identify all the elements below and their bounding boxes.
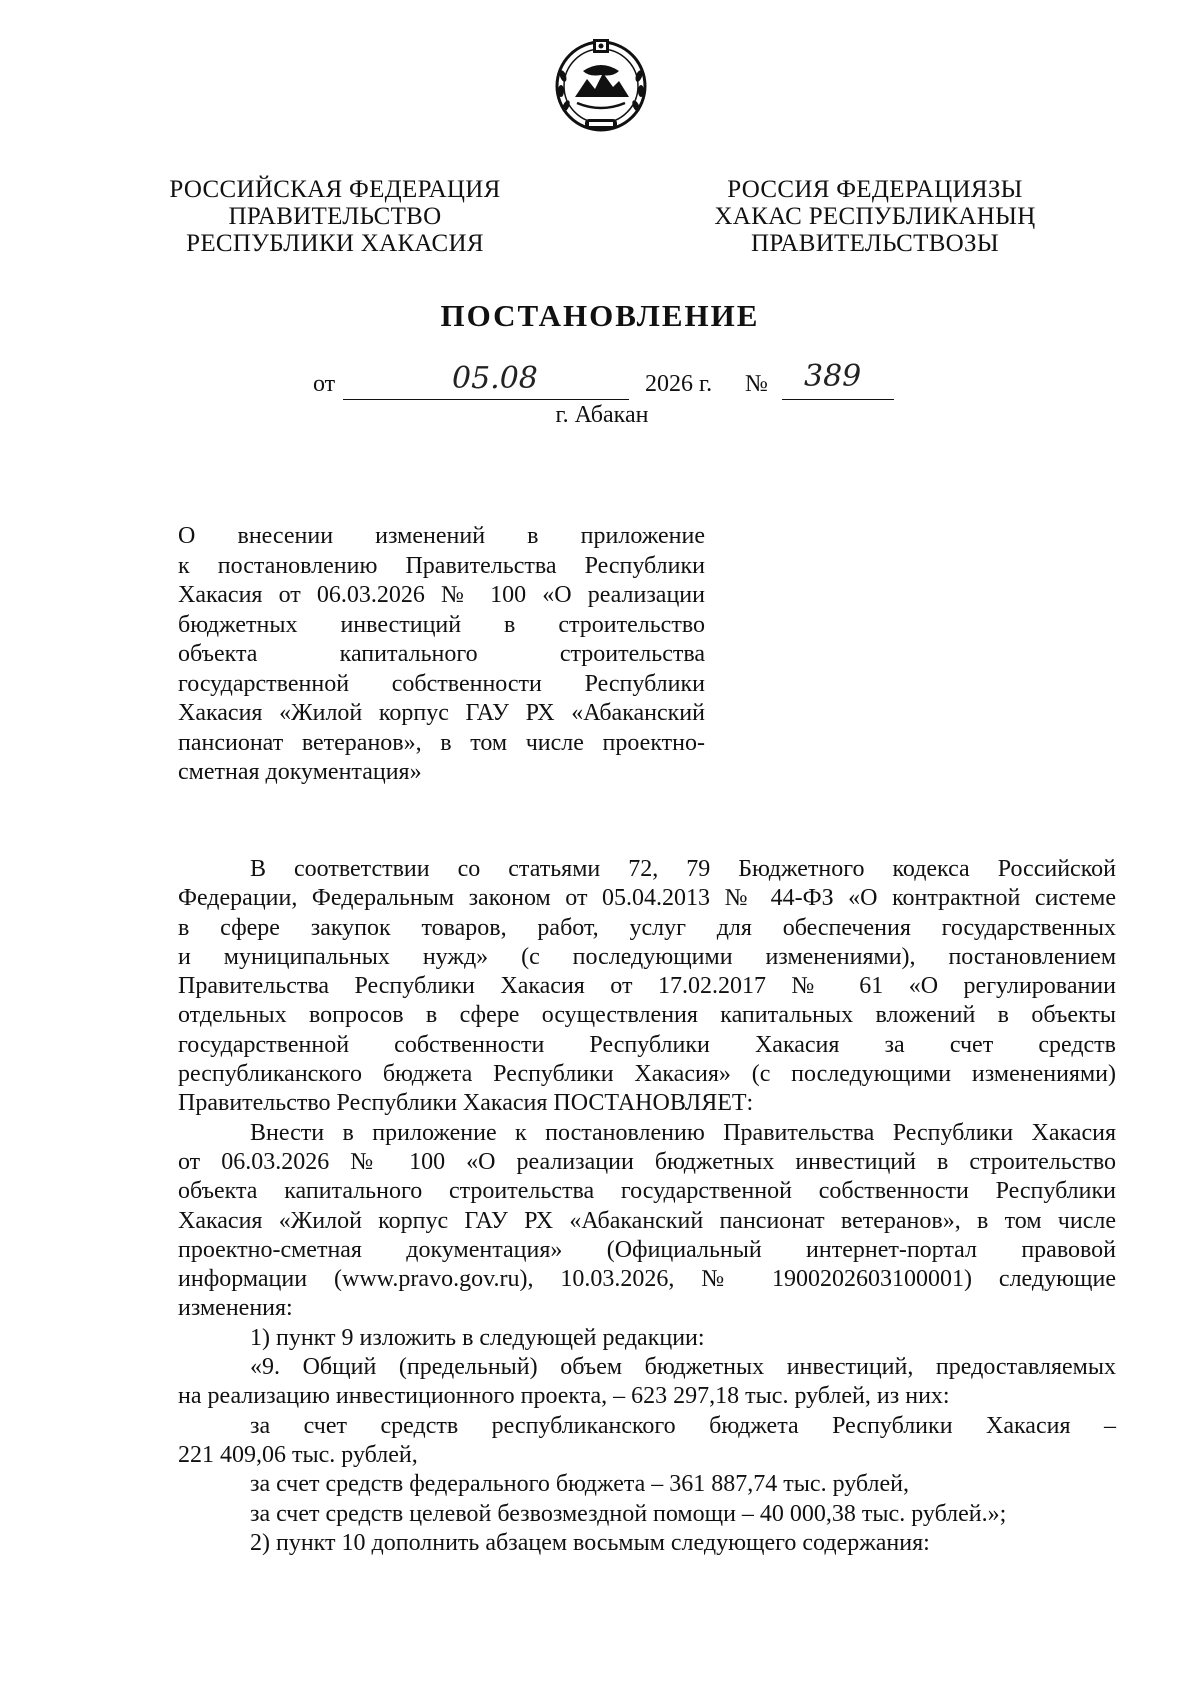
handwritten-date: 05.08 — [452, 361, 538, 396]
body-line: объекта капитального строительства государственной собственности Республики — [178, 1178, 1116, 1205]
number-label: № — [745, 371, 768, 397]
body-line: Хакасия «Жилой корпус ГАУ РХ «Абаканский пансионат ветеранов», в том числе — [178, 1207, 1116, 1234]
city: г. Абакан — [555, 402, 649, 428]
body-line: государственной собственности Республики Хакасия за счет средств — [178, 1031, 1116, 1058]
from-label: от — [313, 371, 336, 397]
coat-of-arms-emblem — [553, 31, 649, 137]
subject-line: к постановлению Правительства Республики — [178, 552, 705, 579]
handwritten-number: 389 — [804, 359, 862, 394]
header-right-line-3: ПРАВИТЕЛЬСТВОЗЫ — [751, 230, 999, 257]
body-line: 1) пункт 9 изложить в следующей редакции: — [250, 1324, 705, 1351]
body-line: за счет средств федерального бюджета – 361 887,74 тыс. рублей, — [250, 1471, 910, 1498]
body-line: Правительство Республики Хакасия ПОСТАНОВЛЯЕТ: — [178, 1090, 754, 1117]
body-line: на реализацию инвестиционного проекта, – 623 297,18 тыс. рублей, из них: — [178, 1383, 950, 1410]
year-label: 2026 г. — [645, 371, 713, 397]
subject-line: Хакасия «Жилой корпус ГАУ РХ «Абаканский — [178, 700, 705, 726]
body-line: Федерации, Федеральным законом от 05.04.2013 № 44-ФЗ «О контрактной системе — [178, 885, 1116, 912]
body-line: и муниципальных нужд» (с последующими изменениями), постановлением — [178, 943, 1116, 970]
body-line: в сфере закупок товаров, работ, услуг для обеспечения государственных — [178, 914, 1116, 941]
body-line: 2) пункт 10 дополнить абзацем восьмым следующего содержания: — [250, 1529, 930, 1556]
subject-line: сметная документация» — [178, 759, 422, 785]
subject-line: пансионат ветеранов», в том числе проектно- — [178, 729, 705, 756]
body-line: за счет средств целевой безвозмездной помощи – 40 000,38 тыс. рублей.»; — [250, 1500, 1007, 1527]
date-underline — [343, 399, 629, 400]
document-title: ПОСТАНОВЛЕНИЕ — [440, 298, 760, 333]
header-right-line-1: РОССИЯ ФЕДЕРАЦИЯЗЫ — [727, 176, 1023, 203]
body-line: Внести в приложение к постановлению Правительства Республики Хакасия — [250, 1119, 1116, 1146]
subject-line: О внесении изменений в приложение — [178, 523, 705, 549]
body-line: В соответствии со статьями 72, 79 Бюджетного кодекса Российской — [250, 856, 1116, 882]
body-line: изменения: — [178, 1295, 293, 1322]
body-line: республиканского бюджета Республики Хакасия» (с последующими изменениями) — [178, 1061, 1116, 1088]
header-right-line-2: ХАКАС РЕСПУБЛИКАНЫҢ — [714, 203, 1036, 230]
body-line: отдельных вопросов в сфере осуществления капитальных вложений в объекты — [178, 1002, 1116, 1029]
subject-line: Хакасия от 06.03.2026 № 100 «О реализации — [178, 582, 705, 608]
header-russian — [160, 176, 510, 257]
subject-block — [178, 522, 705, 788]
header-left-line-3: РЕСПУБЛИКИ ХАКАСИЯ — [186, 230, 484, 257]
body-line: Правительства Республики Хакасия от 17.02.2017 № 61 «О регулировании — [178, 973, 1116, 1000]
header-khakas — [700, 176, 1050, 257]
number-underline — [782, 399, 894, 400]
body-line: за счет средств республиканского бюджета Республики Хакасия – — [250, 1412, 1116, 1439]
body-line: 221 409,06 тыс. рублей, — [178, 1441, 418, 1468]
header-left-line-2: ПРАВИТЕЛЬСТВО — [228, 203, 442, 230]
subject-line: бюджетных инвестиций в строительство — [178, 611, 705, 638]
body-line: проектно-сметная документация» (Официальный интернет-портал правовой — [178, 1236, 1116, 1263]
body-line: «9. Общий (предельный) объем бюджетных инвестиций, предоставляемых — [250, 1354, 1116, 1381]
body-line: от 06.03.2026 № 100 «О реализации бюджетных инвестиций в строительство — [178, 1148, 1116, 1175]
subject-line: объекта капитального строительства — [178, 641, 705, 667]
header-left-line-1: РОССИЙСКАЯ ФЕДЕРАЦИЯ — [169, 176, 501, 203]
body-text — [178, 855, 1116, 1558]
subject-line: государственной собственности Республики — [178, 670, 705, 697]
body-line: информации (www.pravo.gov.ru), 10.03.2026, № 1900202603100001) следующие — [178, 1266, 1116, 1293]
